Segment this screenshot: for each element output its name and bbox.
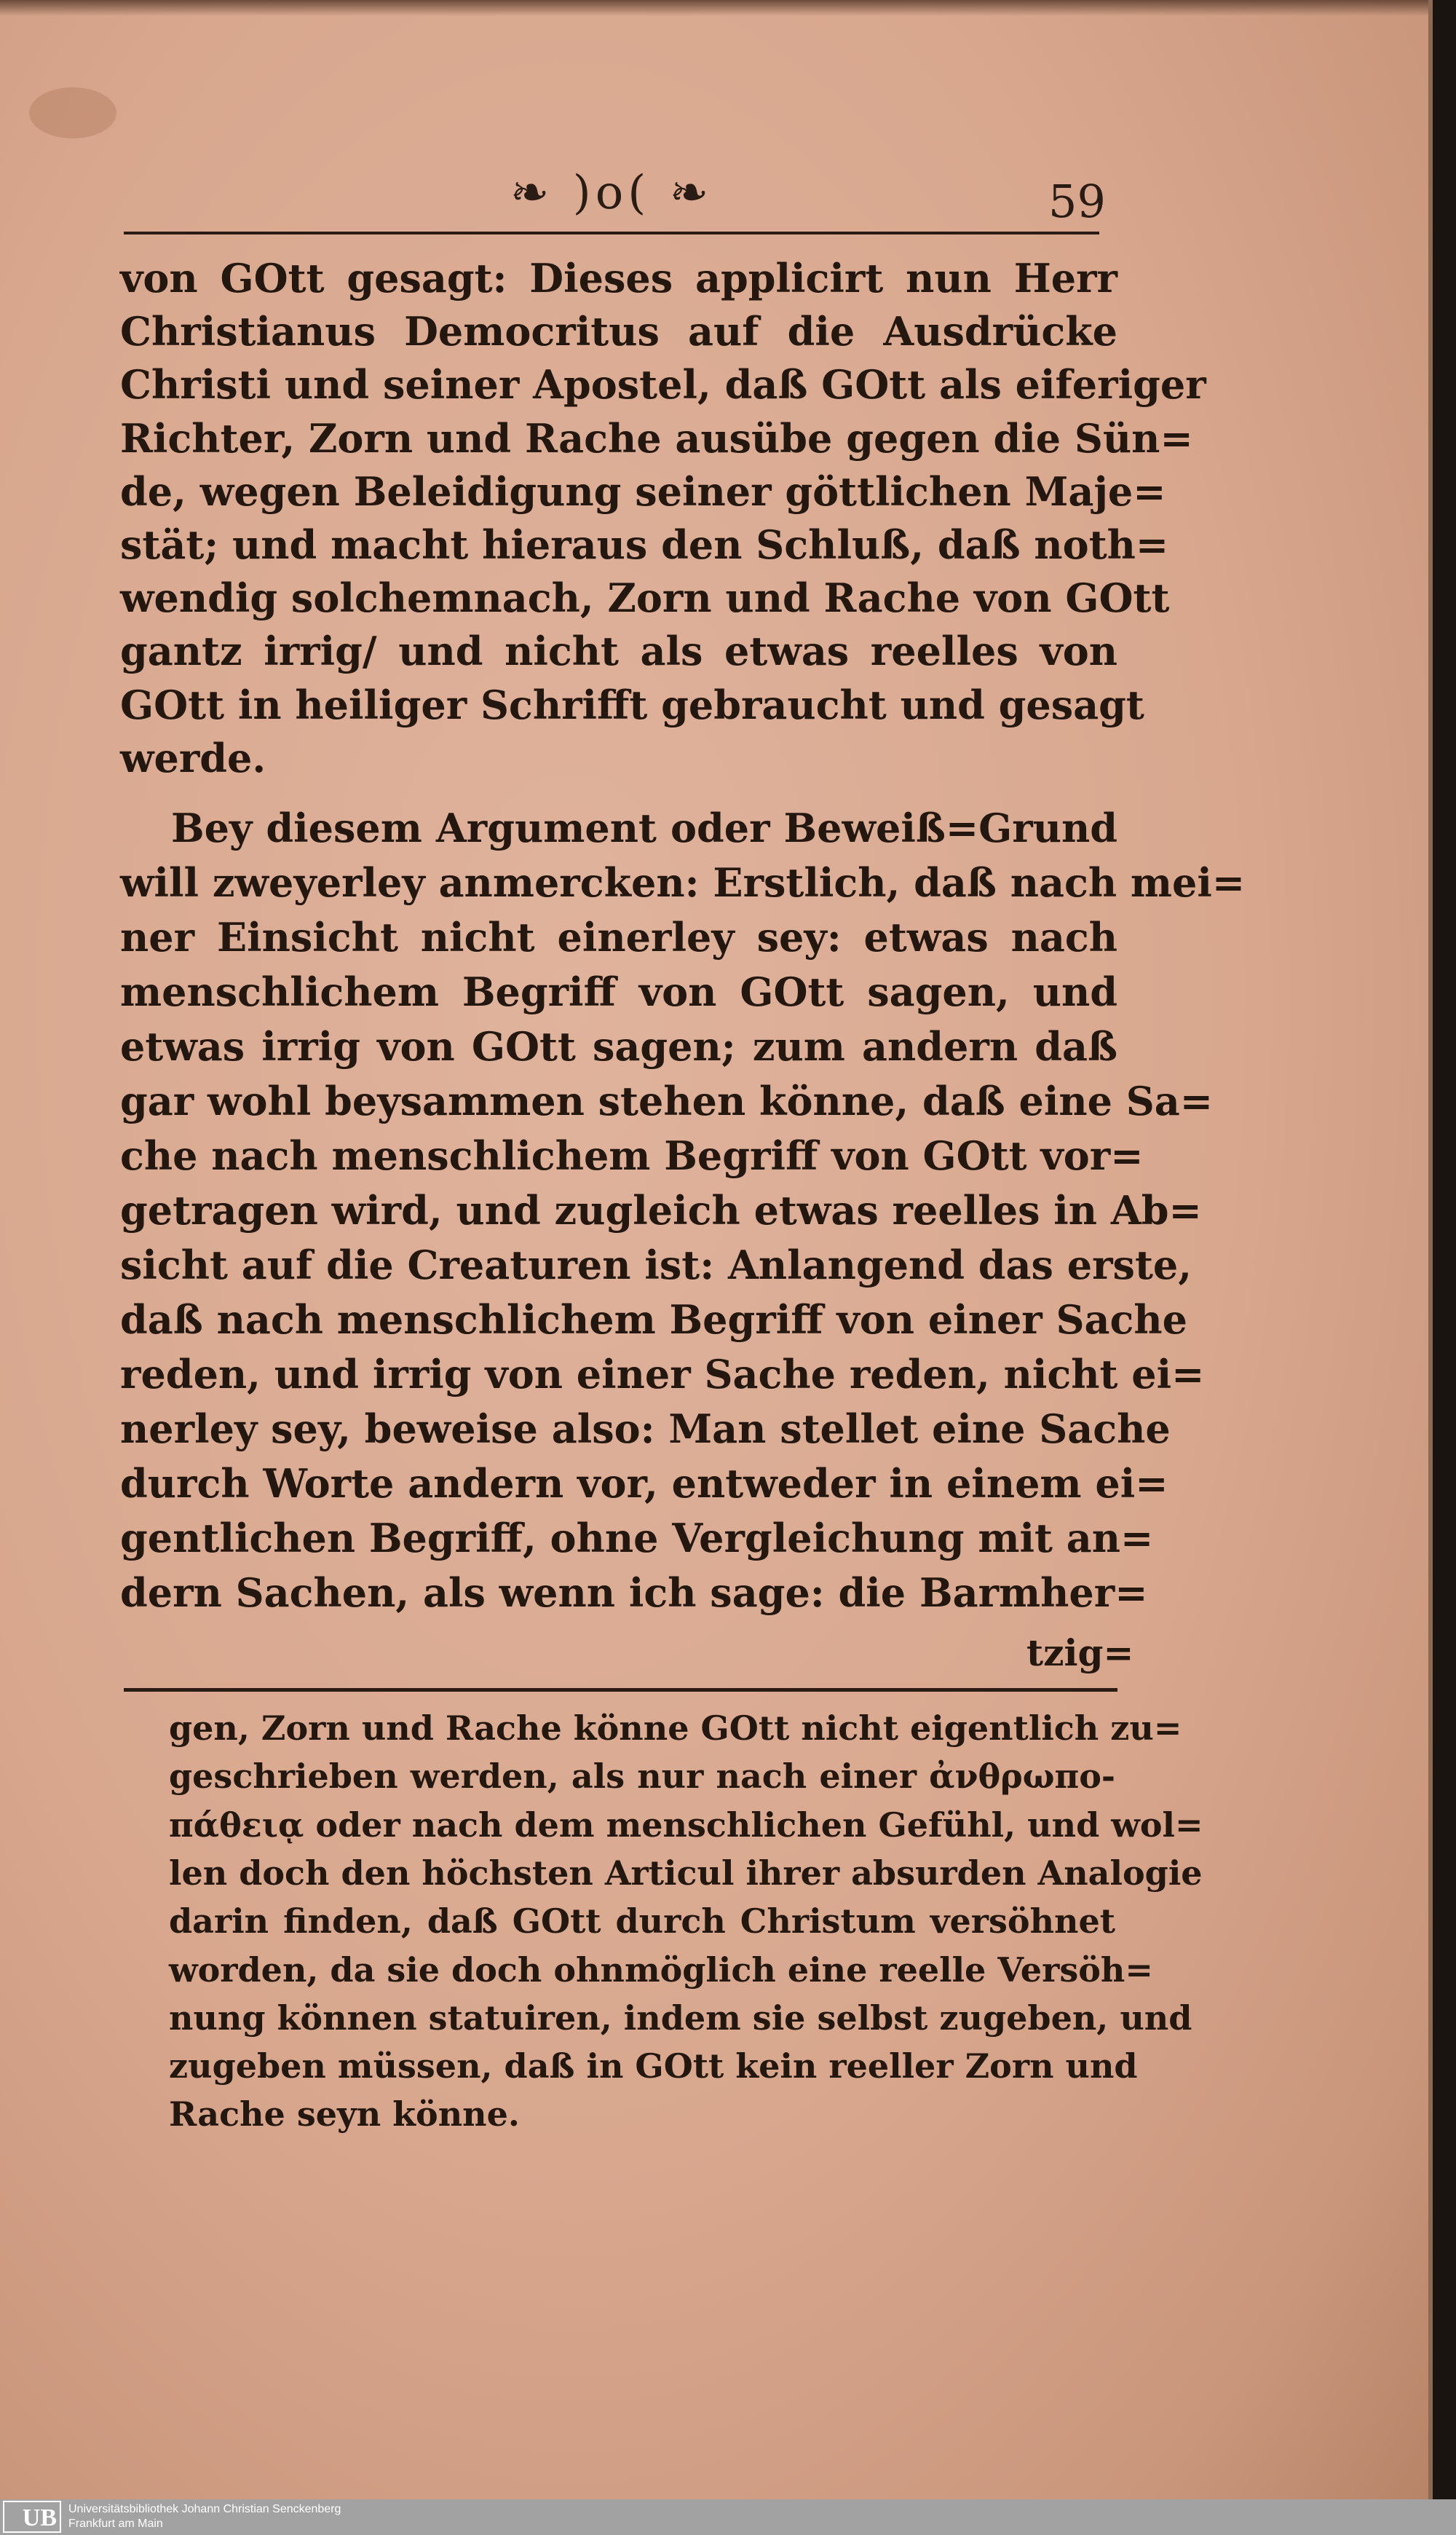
text-line: von GOtt gesagt: Dieses applicirt nun Herr bbox=[120, 255, 1117, 301]
header-ornament: ❧ )o( ❧ bbox=[510, 166, 713, 220]
text-line: zugeben müssen, daß in GOtt kein reeller Zorn und bbox=[169, 2046, 1138, 2086]
text-line: getragen wird, und zugleich etwas reelles in Ab= bbox=[120, 1187, 1202, 1234]
text-line: len doch den höchsten Articul ihrer absurden Analogie bbox=[169, 1853, 1203, 1893]
text-line: ner Einsicht nicht einerley sey: etwas nach bbox=[120, 914, 1117, 961]
text-line: nung können statuiren, indem sie selbst zugeben, und bbox=[169, 1998, 1192, 2038]
text-line: gen, Zorn und Rache könne GOtt nicht eigentlich zu= bbox=[169, 1708, 1182, 1748]
text-line: reden, und irrig von einer Sache reden, nicht ei= bbox=[120, 1351, 1205, 1397]
page-number: 59 bbox=[1048, 175, 1106, 228]
library-footer bbox=[0, 2499, 1456, 2535]
text-line: Christianus Democritus auf die Ausdrücke bbox=[120, 308, 1117, 355]
text-line: werde. bbox=[120, 734, 266, 781]
text-line: πάθειᾳ oder nach dem menschlichen Gefühl, und wol= bbox=[169, 1805, 1203, 1845]
catchword: tzig= bbox=[1026, 1631, 1134, 1674]
text-line: geschrieben werden, als nur nach einer ἀνθρωπο- bbox=[169, 1757, 1115, 1797]
text-line: will zweyerley anmercken: Erstlich, daß nach mei= bbox=[120, 859, 1246, 906]
header-rule bbox=[124, 232, 1099, 234]
paper-stain bbox=[29, 87, 116, 138]
text-line: Christi und seiner Apostel, daß GOtt als eiferiger bbox=[120, 361, 1206, 409]
institution-name: Universitätsbibliothek Johann Christian Senckenberg bbox=[68, 2503, 341, 2515]
text-line: worden, da sie doch ohnmöglich eine reelle Versöh= bbox=[169, 1949, 1153, 1990]
text-line: etwas irrig von GOtt sagen; zum andern daß bbox=[120, 1023, 1117, 1070]
text-line: nerley sey, beweise also: Man stellet eine Sache bbox=[120, 1406, 1171, 1452]
ub-logo: UB bbox=[3, 2501, 61, 2533]
text-line: dern Sachen, als wenn ich sage: die Barmher= bbox=[120, 1569, 1148, 1616]
text-line: darin finden, daß GOtt durch Christum versöhnet bbox=[169, 1901, 1115, 1941]
text-line: stät; und macht hieraus den Schluß, daß noth= bbox=[120, 521, 1169, 568]
footnote-rule bbox=[124, 1688, 1117, 1692]
text-line: gantz irrig/ und nicht als etwas reelles von bbox=[120, 628, 1117, 675]
text-line: Richter, Zorn und Rache ausübe gegen die Sün= bbox=[120, 414, 1193, 462]
text-line: gar wohl beysammen stehen könne, daß eine Sa= bbox=[120, 1078, 1214, 1124]
text-line: de, wegen Beleidigung seiner göttlichen Maje= bbox=[120, 468, 1166, 515]
text-line: wendig solchemnach, Zorn und Rache von GOtt bbox=[120, 575, 1170, 622]
text-line: sicht auf die Creaturen ist: Anlangend das erste, bbox=[120, 1242, 1192, 1288]
text-line: GOtt in heiliger Schrifft gebraucht und gesagt bbox=[120, 681, 1144, 728]
text-line: Bey diesem Argument oder Beweiß=Grund bbox=[171, 805, 1117, 851]
text-line: che nach menschlichem Begriff von GOtt vor= bbox=[120, 1132, 1144, 1179]
text-line: gentlichen Begriff, ohne Vergleichung mit an= bbox=[120, 1515, 1154, 1561]
text-line: menschlichem Begriff von GOtt sagen, und bbox=[120, 969, 1117, 1015]
text-line: Rache seyn könne. bbox=[169, 2094, 520, 2134]
text-line: daß nach menschlichem Begriff von einer Sache bbox=[120, 1296, 1188, 1343]
text-line: durch Worte andern vor, entweder in einem ei= bbox=[120, 1460, 1168, 1507]
institution-location: Frankfurt am Main bbox=[68, 2518, 163, 2530]
